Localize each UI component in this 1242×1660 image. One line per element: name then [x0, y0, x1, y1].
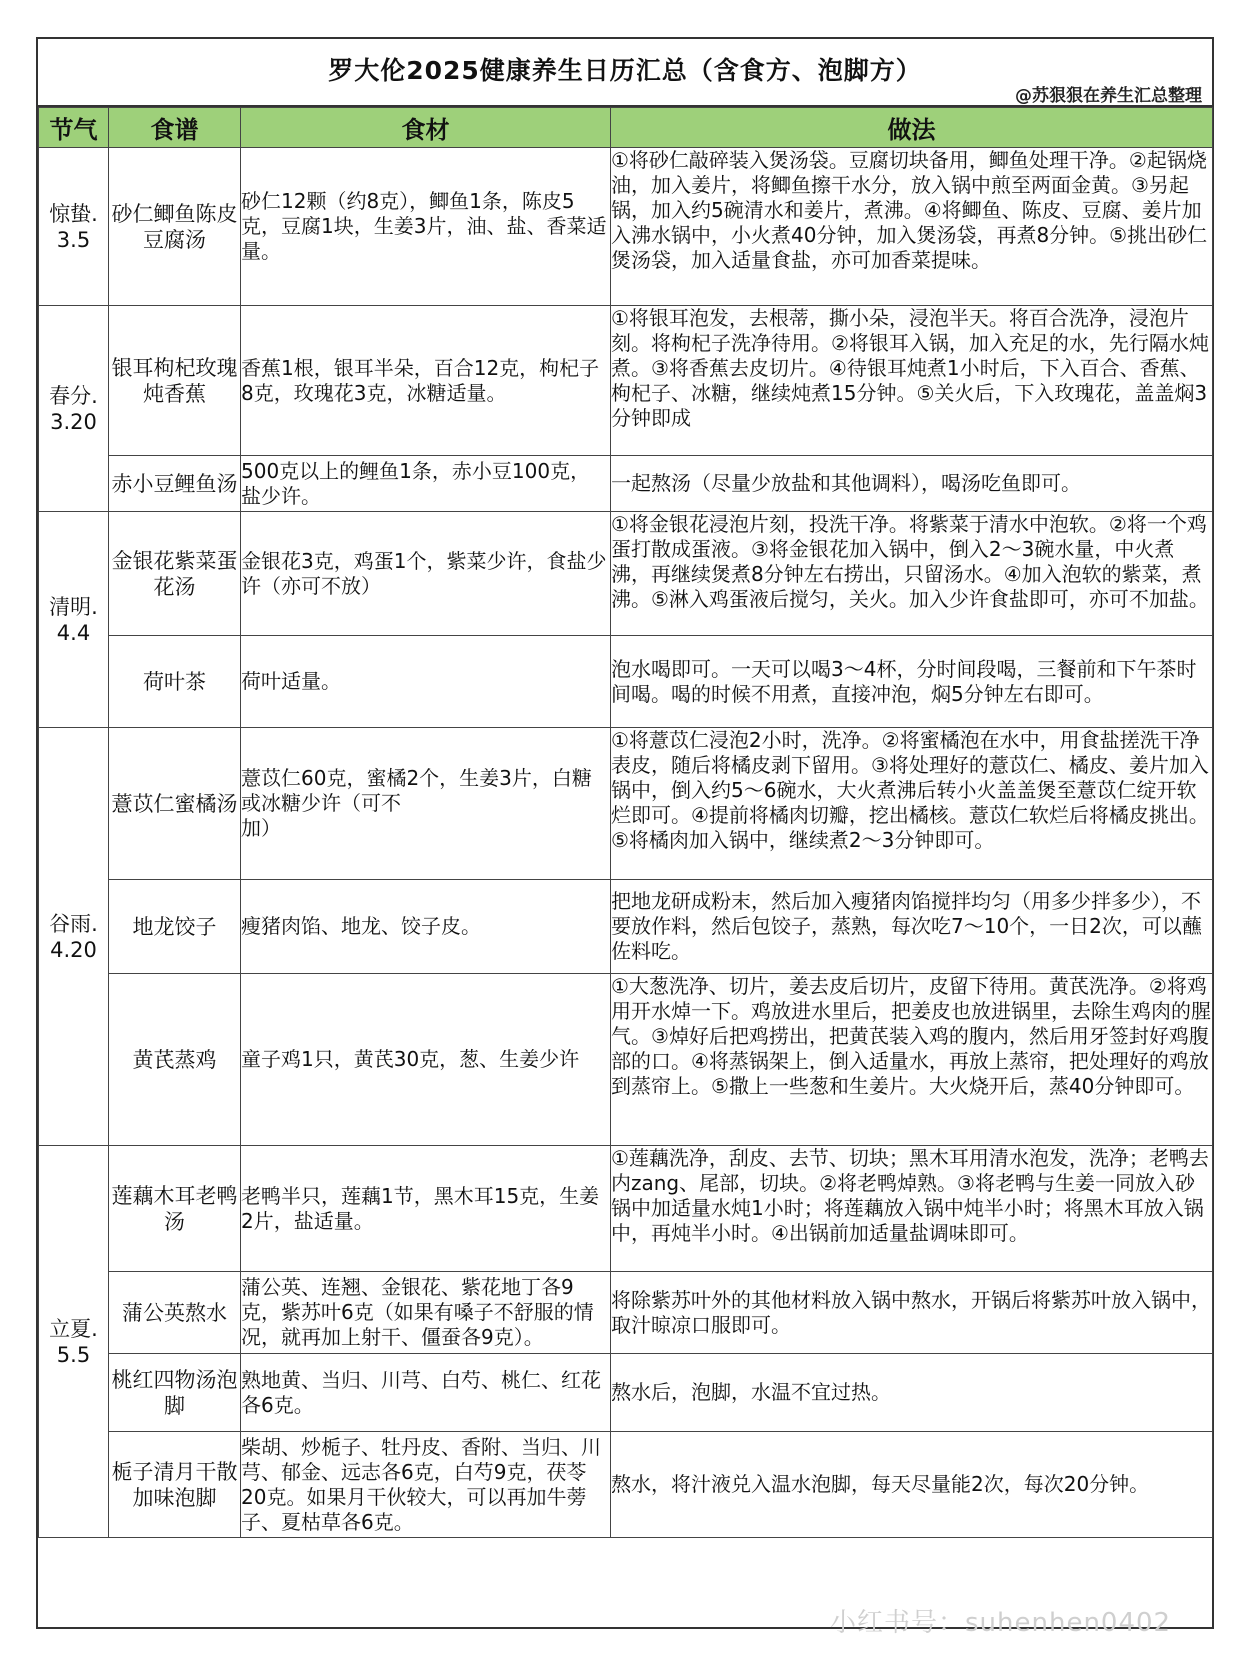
- method-cell: 一起熬汤（尽量少放盐和其他调料），喝汤吃鱼即可。: [611, 456, 1213, 512]
- ingredients-cell: 香蕉1根，银耳半朵，百合12克，枸杞子8克，玫瑰花3克，冰糖适量。: [241, 306, 611, 456]
- page-title: 罗大伦2025健康养生日历汇总（含食方、泡脚方）: [328, 56, 922, 85]
- ingredients-cell: 熟地黄、当归、川芎、白芍、桃仁、红花各6克。: [241, 1354, 611, 1432]
- credit-label: @苏狠狠在养生汇总整理: [1015, 86, 1202, 106]
- ingredients-cell: 柴胡、炒栀子、牡丹皮、香附、当归、川芎、郁金、远志各6克，白芍9克，茯苓20克。如果月干伙较大，可以再加牛蒡子、夏枯草各6克。: [241, 1432, 611, 1538]
- solar-term-cell: 清明. 4.4: [39, 512, 109, 728]
- ingredients-cell: 荷叶适量。: [241, 636, 611, 728]
- ingredients-cell: 蒲公英、连翘、金银花、紫花地丁各9克，紫苏叶6克（如果有嗓子不舒服的情况，就再加上射干、僵蚕各9克）。: [241, 1272, 611, 1354]
- header-method: 做法: [611, 108, 1213, 148]
- ingredients-cell: 砂仁12颗（约8克），鲫鱼1条，陈皮5克，豆腐1块，生姜3片，油、盐、香菜适量。: [241, 148, 611, 306]
- table-header-row: [39, 108, 1213, 148]
- ingredients-cell: 500克以上的鲤鱼1条，赤小豆100克，盐少许。: [241, 456, 611, 512]
- table-row: [39, 456, 1213, 512]
- solar-term-cell: 立夏. 5.5: [39, 1146, 109, 1538]
- solar-term-cell: 春分. 3.20: [39, 306, 109, 512]
- header-ingredients: 食材: [241, 108, 611, 148]
- ingredients-cell: 童子鸡1只，黄芪30克，葱、生姜少许: [241, 974, 611, 1146]
- recipe-name-cell: 荷叶茶: [109, 636, 241, 728]
- title-bar: [38, 39, 1212, 107]
- table-row: [39, 974, 1213, 1146]
- watermark-text: 小红书号：suhenhen0402: [830, 1608, 1172, 1638]
- calendar-sheet: [36, 37, 1214, 1629]
- method-cell: 熬水后，泡脚，水温不宜过热。: [611, 1354, 1213, 1432]
- recipe-name-cell: 地龙饺子: [109, 880, 241, 974]
- header-term: 节气: [39, 108, 109, 148]
- table-row: [39, 636, 1213, 728]
- solar-term-cell: 惊蛰. 3.5: [39, 148, 109, 306]
- table-row: [39, 512, 1213, 636]
- recipe-name-cell: 银耳枸杞玫瑰炖香蕉: [109, 306, 241, 456]
- ingredients-cell: 金银花3克，鸡蛋1个，紫菜少许，食盐少许（亦可不放）: [241, 512, 611, 636]
- recipe-table: [38, 107, 1213, 1538]
- method-cell: ①将金银花浸泡片刻，投洗干净。将紫菜于清水中泡软。②将一个鸡蛋打散成蛋液。③将金银花加入锅中，倒入2～3碗水量，中火煮沸，再继续煲煮8分钟左右捞出，只留汤水。④加入泡软的紫菜，煮沸。⑤淋入鸡蛋液后搅匀，关火。加入少许食盐即可，亦可不加盐。: [611, 512, 1213, 636]
- method-cell: ①将银耳泡发，去根蒂，撕小朵，浸泡半天。将百合洗净，浸泡片刻。将枸杞子洗净待用。②将银耳入锅，加入充足的水，先行隔水炖煮。③将香蕉去皮切片。④待银耳炖煮1小时后，下入百合、香蕉、枸杞子、冰糖，继续炖煮15分钟。⑤关火后，下入玫瑰花，盖盖焖3分钟即成: [611, 306, 1213, 456]
- table-row: [39, 148, 1213, 306]
- recipe-name-cell: 金银花紫菜蛋花汤: [109, 512, 241, 636]
- recipe-name-cell: 蒲公英熬水: [109, 1272, 241, 1354]
- table-row: [39, 1272, 1213, 1354]
- recipe-name-cell: 赤小豆鲤鱼汤: [109, 456, 241, 512]
- method-cell: ①将薏苡仁浸泡2小时，洗净。②将蜜橘泡在水中，用食盐搓洗干净表皮，随后将橘皮剥下留用。③将处理好的薏苡仁、橘皮、姜片加入锅中，倒入约5～6碗水，大火煮沸后转小火盖盖煲至薏苡仁绽开软烂即可。④提前将橘肉切瓣，挖出橘核。薏苡仁软烂后将橘皮挑出。⑤将橘肉加入锅中，继续煮2～3分钟即可。: [611, 728, 1213, 880]
- method-cell: 将除紫苏叶外的其他材料放入锅中熬水，开锅后将紫苏叶放入锅中，取汁晾凉口服即可。: [611, 1272, 1213, 1354]
- table-row: [39, 880, 1213, 974]
- recipe-name-cell: 栀子清月干散加味泡脚: [109, 1432, 241, 1538]
- table-row: [39, 1432, 1213, 1538]
- method-cell: ①莲藕洗净，刮皮、去节、切块；黑木耳用清水泡发，洗净；老鸭去内zang、尾部，切块。②将老鸭焯熟。③将老鸭与生姜一同放入砂锅中加适量水炖1小时；将莲藕放入锅中炖半小时；将黑木耳放入锅中，再炖半小时。④出锅前加适量盐调味即可。: [611, 1146, 1213, 1272]
- method-cell: ①将砂仁敲碎装入煲汤袋。豆腐切块备用，鲫鱼处理干净。②起锅烧油，加入姜片，将鲫鱼擦干水分，放入锅中煎至两面金黄。③另起锅，加入约5碗清水和姜片，煮沸。④将鲫鱼、陈皮、豆腐、姜片加入沸水锅中，小火煮40分钟，加入煲汤袋，再煮8分钟。⑤挑出砂仁煲汤袋，加入适量食盐，亦可加香菜提味。: [611, 148, 1213, 306]
- ingredients-cell: 薏苡仁60克，蜜橘2个，生姜3片，白糖或冰糖少许（可不 加）: [241, 728, 611, 880]
- recipe-name-cell: 薏苡仁蜜橘汤: [109, 728, 241, 880]
- table-row: [39, 1146, 1213, 1272]
- method-cell: 泡水喝即可。一天可以喝3～4杯，分时间段喝，三餐前和下午茶时间喝。喝的时候不用煮，直接冲泡，焖5分钟左右即可。: [611, 636, 1213, 728]
- recipe-name-cell: 砂仁鲫鱼陈皮豆腐汤: [109, 148, 241, 306]
- table-row: [39, 728, 1213, 880]
- recipe-name-cell: 桃红四物汤泡脚: [109, 1354, 241, 1432]
- method-cell: ①大葱洗净、切片，姜去皮后切片，皮留下待用。黄芪洗净。②将鸡用开水焯一下。鸡放进水里后，把姜皮也放进锅里，去除生鸡肉的腥气。③焯好后把鸡捞出，把黄芪装入鸡的腹内，然后用牙签封好鸡腹部的口。④将蒸锅架上，倒入适量水，再放上蒸帘，把处理好的鸡放到蒸帘上。⑤撒上一些葱和生姜片。大火烧开后，蒸40分钟即可。: [611, 974, 1213, 1146]
- solar-term-cell: 谷雨. 4.20: [39, 728, 109, 1146]
- table-row: [39, 1354, 1213, 1432]
- ingredients-cell: 老鸭半只，莲藕1节，黑木耳15克，生姜2片，盐适量。: [241, 1146, 611, 1272]
- table-row: [39, 306, 1213, 456]
- header-recipe: 食谱: [109, 108, 241, 148]
- recipe-name-cell: 莲藕木耳老鸭汤: [109, 1146, 241, 1272]
- method-cell: 把地龙研成粉末，然后加入瘦猪肉馅搅拌均匀（用多少拌多少），不要放作料，然后包饺子，蒸熟，每次吃7～10个，一日2次，可以蘸佐料吃。: [611, 880, 1213, 974]
- ingredients-cell: 瘦猪肉馅、地龙、饺子皮。: [241, 880, 611, 974]
- method-cell: 熬水，将汁液兑入温水泡脚，每天尽量能2次，每次20分钟。: [611, 1432, 1213, 1538]
- recipe-name-cell: 黄芪蒸鸡: [109, 974, 241, 1146]
